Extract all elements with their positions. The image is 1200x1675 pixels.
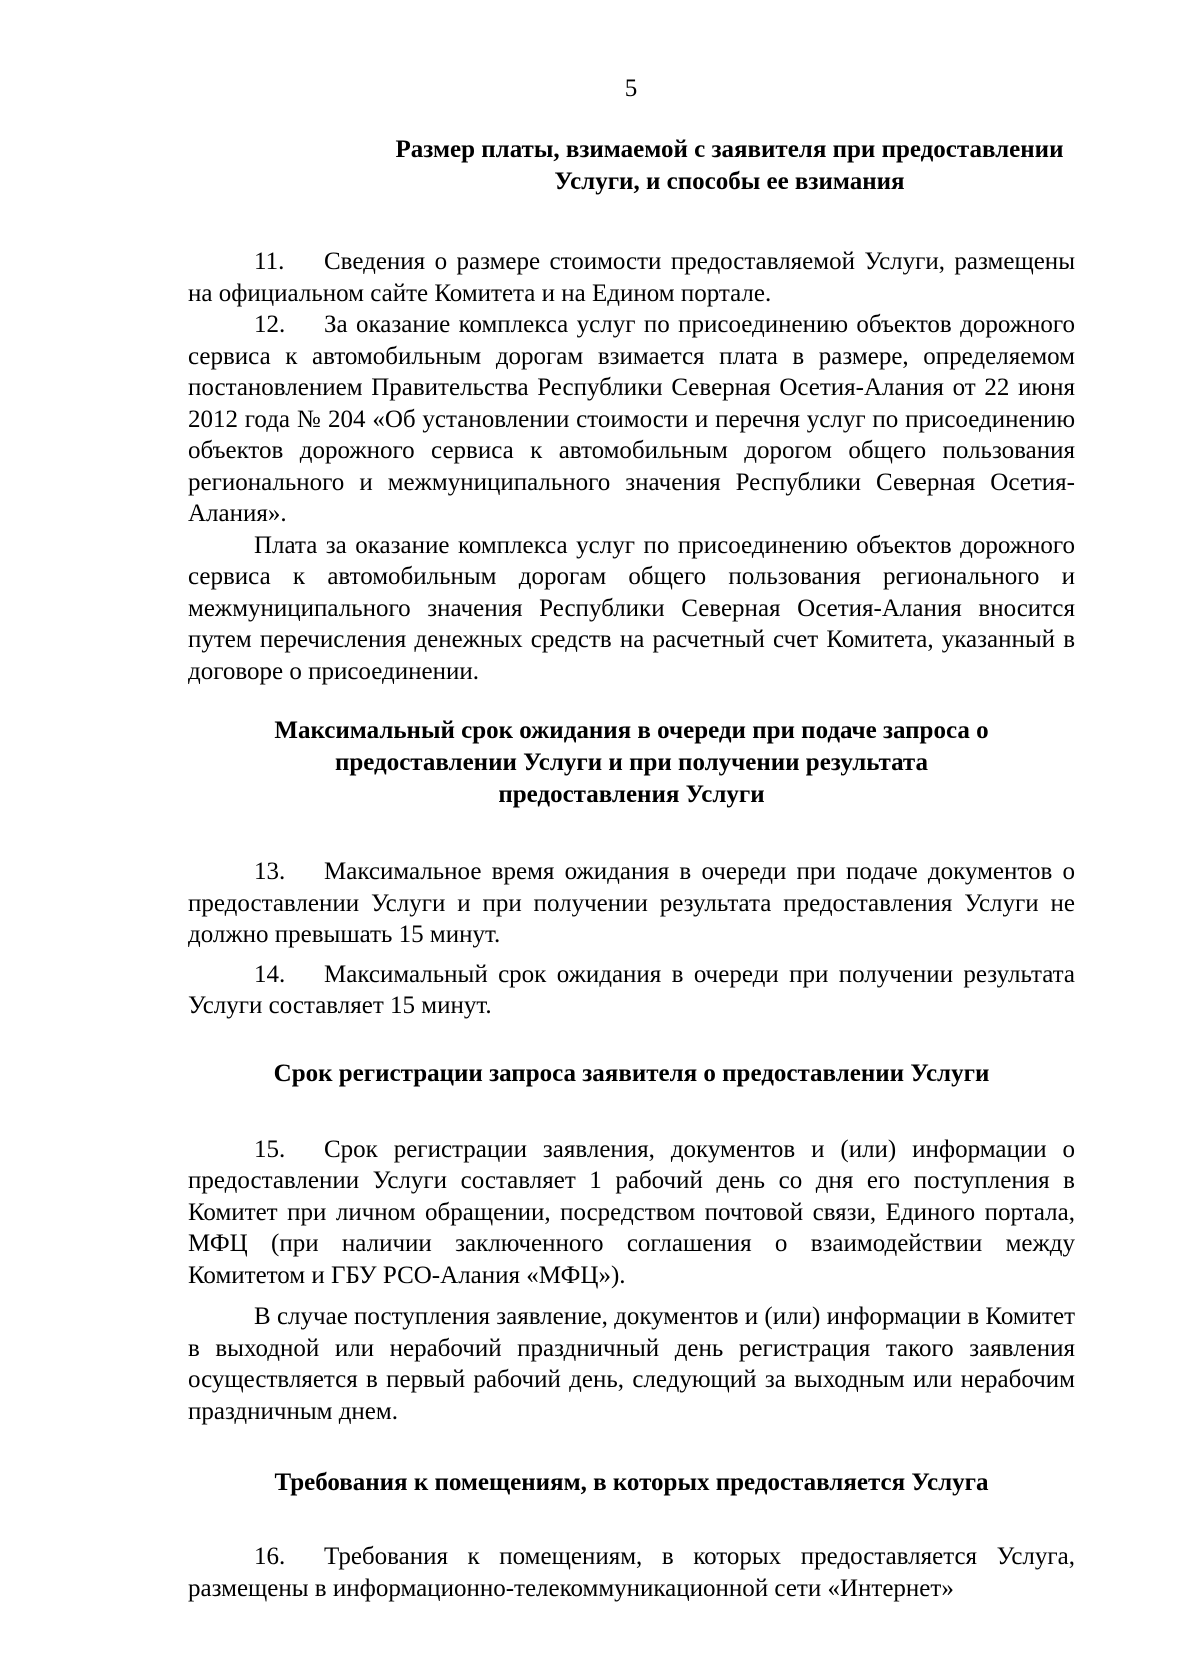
section-registration [188,1058,1075,1428]
paragraph-13 [188,856,1075,951]
paragraph-11 [188,246,1075,309]
paragraph-number: 14. [254,960,286,988]
paragraph-12 [188,309,1075,530]
section-premises [188,1467,1075,1604]
section-heading [286,134,1173,198]
paragraph-number: 16. [254,1543,286,1570]
paragraph-14 [188,959,1075,1022]
heading-line: Максимальный срок ожидания в очереди при подаче запроса о [274,717,989,744]
paragraph-number: 11. [254,248,285,275]
document-body [188,134,1075,1604]
paragraph-15-continued: В случае поступления заявление, документов и (или) информации в Комитет в выходной или нерабочий праздничный день регистрация такого заявления осуществляется в первый рабочий день, следующий за выходным или нерабочим праздничным днем. [188,1303,1075,1425]
section-heading: Срок регистрации запроса заявителя о предоставлении Услуги [273,1059,990,1087]
paragraph-12-continued: Плата за оказание комплекса услуг по присоединению объектов дорожного сервиса к автомобильным дорогам общего пользования регионального и межмуниципального значения Республики Северная Осетия-Алания вносится путем перечисления денежных средств на расчетный счет Комитета, указанный в договоре о присоединении. [188,531,1075,685]
heading-line: предоставлении Услуги и при получении результата [334,749,929,776]
section-heading: Требования к помещениям, в которых предоставляется Услуга [274,1469,989,1496]
section-queue-time [188,715,1075,1022]
heading-line: предоставления Услуги [498,781,765,808]
section-fee [188,134,1075,687]
paragraph-text: Срок регистрации заявления, документов и (или) информации о предоставлении Услуги составляет 1 рабочий день со дня его поступления в Комитет при личном обращении, посредством почтовой связи, Единого портала, МФЦ (при наличии заключенного соглашения о взаимодействии между Комитетом и ГБУ РСО-Алания «МФЦ»). [188,1135,1075,1289]
heading-line: Услуги, и способы ее взимания [554,168,905,195]
paragraph-text: Сведения о размере стоимости предоставляемой Услуги, размещены на официальном сайте Комитета и на Едином портале. [188,248,1075,307]
paragraph-16 [188,1541,1075,1604]
page-number: 5 [624,75,638,102]
paragraph-number: 13. [254,858,286,885]
section-heading [188,715,1075,811]
paragraph-number: 15. [254,1135,286,1163]
paragraph-number: 12. [254,311,286,338]
paragraph-text: За оказание комплекса услуг по присоединению объектов дорожного сервиса к автомобильным дорогам взимается плата в размере, определяемом постановлением Правительства Республики Северная Осетия-Алания от 22 июня 2012 года № 204 «Об установлении стоимости и перечня услуг по присоединению объектов дорожного сервиса к автомобильным дорогом общего пользования регионального и межмуниципального значения Республики Северная Осетия-Алания». [188,311,1075,527]
paragraph-text: Требования к помещениям, в которых предоставляется Услуга, размещены в информационно-телекоммуникационной сети «Интернет» [188,1543,1075,1602]
paragraph-text: Максимальное время ожидания в очереди при подаче документов о предоставлении Услуги и при получении результата предоставления Услуги не должно превышать 15 минут. [188,858,1075,948]
heading-line: Размер платы, взимаемой с заявителя при предоставлении [395,136,1064,163]
paragraph-text: Максимальный срок ожидания в очереди при получении результата Услуги составляет 15 минут. [188,960,1075,1019]
paragraph-15 [188,1134,1075,1292]
